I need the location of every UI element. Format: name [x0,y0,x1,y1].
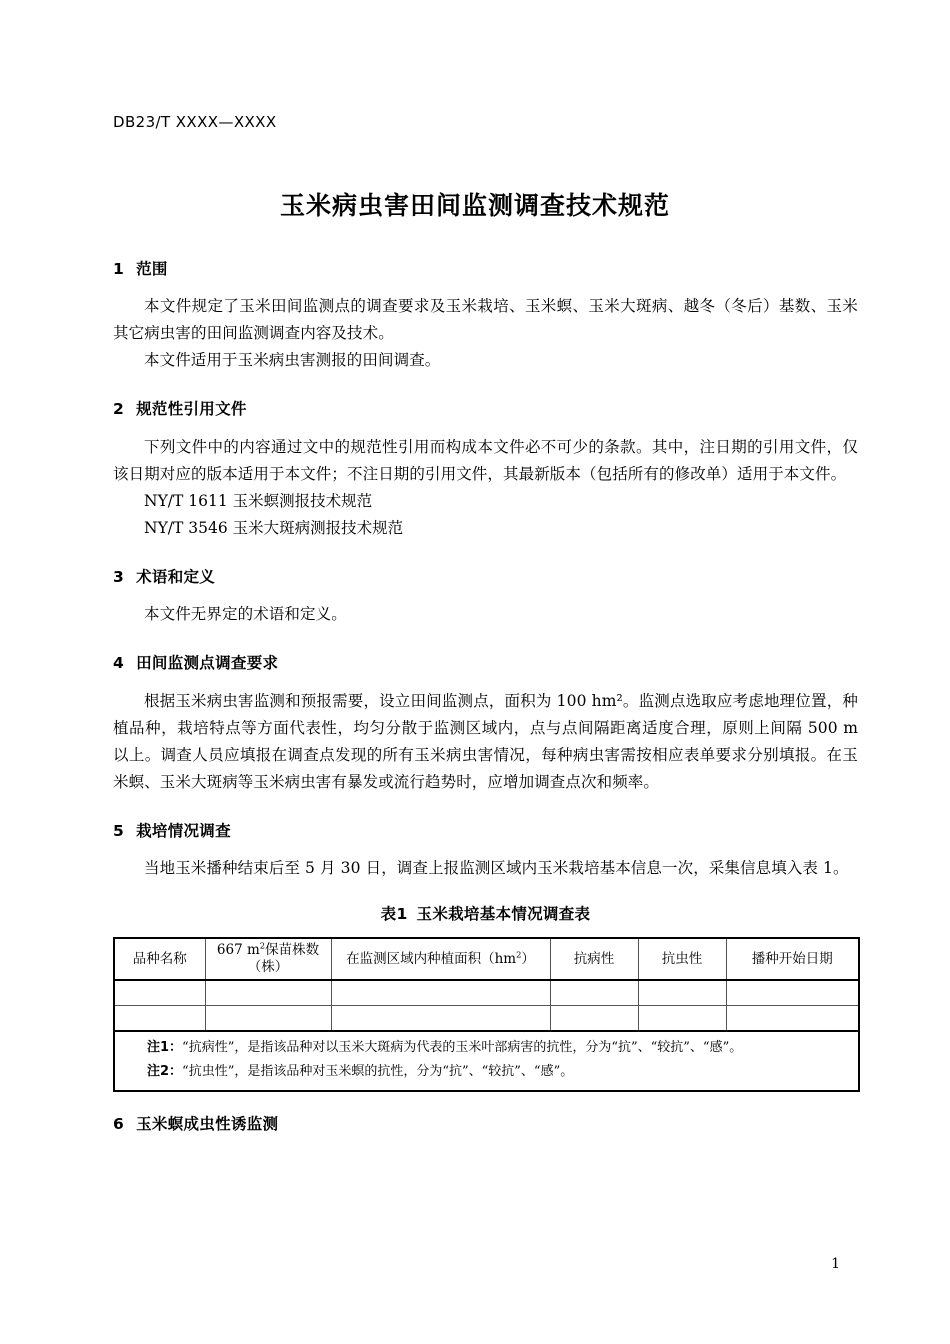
section-heading-6 [113,1113,858,1135]
page-number: 1 [831,1256,840,1272]
table-note-2-text: “抗虫性”，是指该品种对玉米螟的抗性，分为“抗”、“较抗”、“感”。 [182,1064,574,1080]
section-5-paragraph-1: 当地玉米播种结束后至 5 月 30 日，调查上报监测区域内玉米栽培基本信息一次，采集信息填入表 1。 [144,859,849,878]
section-number-4: 4 [113,654,125,673]
section-3-paragraph-1: 本文件无界定的术语和定义。 [144,605,347,624]
table-cell-disease-resistance[interactable] [550,980,638,1006]
table-cell-seedling-count[interactable] [205,980,331,1006]
section-2-paragraph-1: 下列文件中的内容通过文中的规范性引用而构成本文件必不可少的条款。其中，注日期的引用文件，仅该日期对应的版本适用于本文件；不注日期的引用文件，其最新版本（包括所有的修改单）适用于本文件。 [113,437,858,483]
table-note-2 [121,1060,852,1084]
table-header-sowing-start-date: 播种开始日期 [726,938,859,980]
section-4-paragraph-1: 根据玉米病虫害监测和预报需要，设立田间监测点，面积为 100 hm²。监测点选取应考虑地理位置，种植品种，栽培特点等方面代表性，均匀分散于监测区域内，点与点间隔距离适度合理，原则上间隔 500 m 以上。调查人员应填报在调查点发现的所有玉米病虫害情况，每种病虫害需按相应表单要求分别填报。在玉米螟、玉米大斑病等玉米病虫害有暴发或流行趋势时，应增加调查点次和频率。 [113,691,858,791]
table-cell-variety-name[interactable] [114,1006,205,1032]
table-note-1-text: “抗病性”，是指该品种对以玉米大斑病为代表的玉米叶部病害的抗性，分为“抗”、“较抗”、“感”。 [182,1040,743,1056]
maize-cultivation-survey-table [113,937,860,1092]
table-notes-row [114,1031,859,1091]
table-header-disease-resistance: 抗病性 [550,938,638,980]
section-heading-2 [113,398,858,420]
table-header-row [114,938,859,980]
superscript-two: 2 [259,940,266,951]
spacer [113,924,858,937]
spacer [113,882,858,902]
table-cell-sowing-start-date[interactable] [726,1006,859,1032]
spacer [113,675,858,688]
section-heading-3 [113,566,858,588]
table-note-1 [121,1036,852,1060]
table-cell-variety-name[interactable] [114,980,205,1006]
table-row[interactable] [114,1006,859,1032]
header-line-1-post: 保苗株数 [265,942,320,959]
spacer [113,542,858,566]
section-1-paragraph-1: 本文件规定了玉米田间监测点的调查要求及玉米栽培、玉米螟、玉米大斑病、越冬（冬后）基数、玉米其它病虫害的田间监测调查内容及技术。 [113,297,858,343]
section-1-paragraph-2: 本文件适用于玉米病虫害测报的田间调查。 [144,351,441,370]
table-header-variety-name: 品种名称 [114,938,205,980]
section-heading-4 [113,652,858,674]
spacer [113,588,858,601]
table-note-2-label: 注2： [147,1064,183,1080]
header-line-1-pre: 667 m [216,942,260,959]
table-cell-disease-resistance[interactable] [550,1006,638,1032]
section-number-1: 1 [113,260,125,278]
table-caption [113,902,858,924]
table-cell-planting-area[interactable] [331,1006,550,1032]
document-body [113,258,858,1136]
header-area-pre: 在监测区域内种植面积（hm [346,950,517,967]
section-title-4: 田间监测点调查要求 [136,654,279,673]
table-cell-planting-area[interactable] [331,980,550,1006]
table-caption-title: 玉米栽培基本情况调查表 [416,905,591,924]
section-number-3: 3 [113,567,125,586]
section-title-1: 范围 [136,260,168,278]
table-cell-pest-resistance[interactable] [638,1006,726,1032]
table-header-pest-resistance: 抗虫性 [638,938,726,980]
section-title-5: 栽培情况调查 [136,821,231,840]
header-line-2: （株） [247,959,289,976]
normative-reference-2: NY/T 3546 玉米大斑病测报技术规范 [144,518,404,537]
table-cell-seedling-count[interactable] [205,1006,331,1032]
section-heading-5 [113,820,858,842]
superscript-two: 2 [516,949,522,960]
spacer [113,842,858,855]
table-note-1-label: 注1： [147,1040,183,1056]
header-area-post: ） [521,950,535,967]
page-title: 玉米病虫害田间监测调查技术规范 [279,191,670,220]
section-title-2: 规范性引用文件 [136,400,247,419]
table-row[interactable] [114,980,859,1006]
table-cell-sowing-start-date[interactable] [726,980,859,1006]
document-header-standard-number: DB23/T XXXX—XXXX [113,113,277,131]
table-header-planting-area [331,938,550,980]
spacer [113,374,858,398]
normative-reference-1: NY/T 1611 玉米螟测报技术规范 [144,491,373,510]
section-title-3: 术语和定义 [136,567,216,586]
section-number-6: 6 [113,1115,125,1134]
section-number-5: 5 [113,821,125,840]
spacer [113,628,858,652]
table-notes [114,1031,859,1091]
section-heading-1 [113,258,858,280]
spacer [113,421,858,434]
table-caption-number: 表1 [380,905,408,924]
section-title-6: 玉米螟成虫性诱监测 [136,1115,279,1134]
table-cell-pest-resistance[interactable] [638,980,726,1006]
spacer [113,280,858,293]
section-number-2: 2 [113,400,125,419]
spacer [113,796,858,820]
table-header-seedling-count [205,938,331,980]
spacer [113,1092,858,1113]
